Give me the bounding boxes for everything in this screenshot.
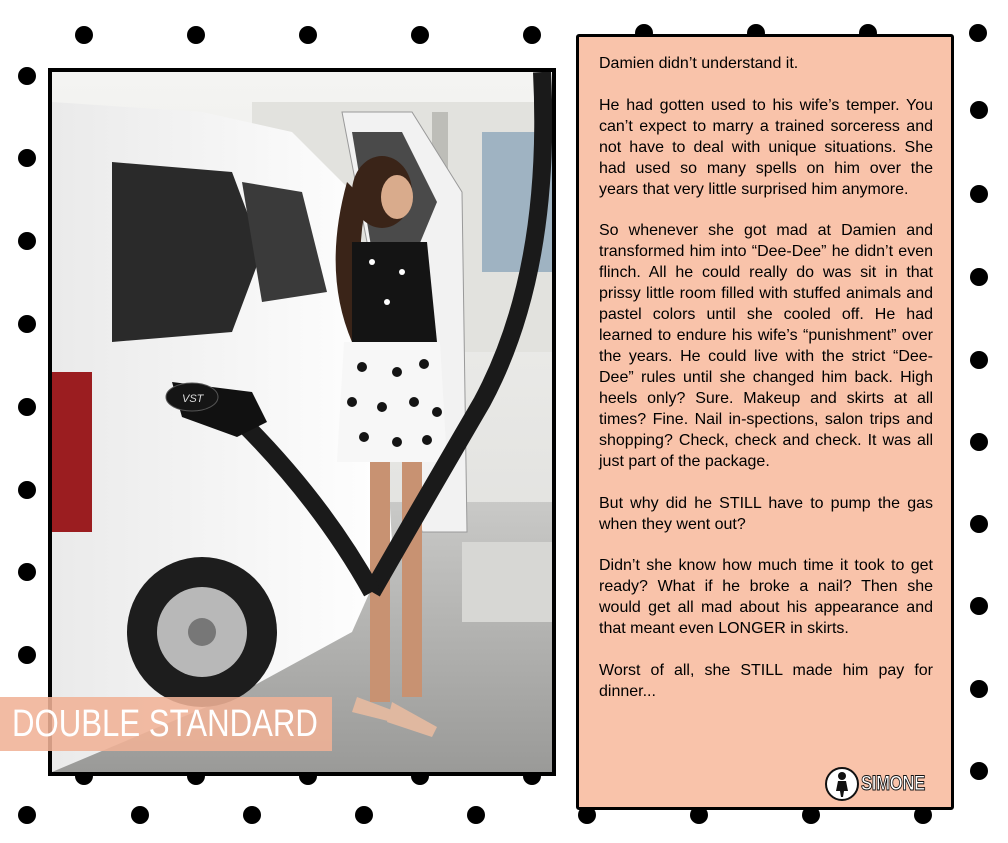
story-paragraph: So whenever she got mad at Damien and transformed him into “Dee-Dee” he didn’t even flinch. All he could really do was sit in that prissy little room filled with stuffed animals and pastel colors until she cooled off. He had learned to endure his wife’s “punishment” over the years. He could live with the strict “Dee-Dee” rules until she changed him back. High heels only? Sure. Makeup and skirts at all times? Fine. Nail in-spections, salon trips and shopping? Check, check and check. It was all just part of the package. <box>599 222 933 470</box>
gas-station-photo <box>48 68 556 776</box>
story-paragraph: He had gotten used to his wife’s temper. You can’t expect to marry a trained sorceress and not have to deal with unique situations. She had used so many spells on him over the years that very little surprised him anymore. <box>599 96 933 198</box>
signature-text: SIMONE <box>861 772 926 795</box>
story-text-box <box>576 34 954 810</box>
story-paragraph: Worst of all, she STILL made him pay for dinner... <box>599 661 933 700</box>
caption-title: DOUBLE STANDARD <box>12 702 318 745</box>
story-paragraph: Didn’t she know how much time it took to get ready? What if he broke a nail? Then she would get all mad about his appearance and that meant even LONGER in skirts. <box>599 557 933 637</box>
photo-illustration <box>52 72 552 772</box>
silhouette-icon <box>825 767 859 801</box>
story-paragraph: But why did he STILL have to pump the gas when they went out? <box>599 494 933 533</box>
story-paragraph: Damien didn’t understand it. <box>599 55 799 72</box>
caption-banner <box>0 697 332 751</box>
author-signature <box>825 767 941 801</box>
nozzle-brand-text: VST <box>182 393 204 405</box>
